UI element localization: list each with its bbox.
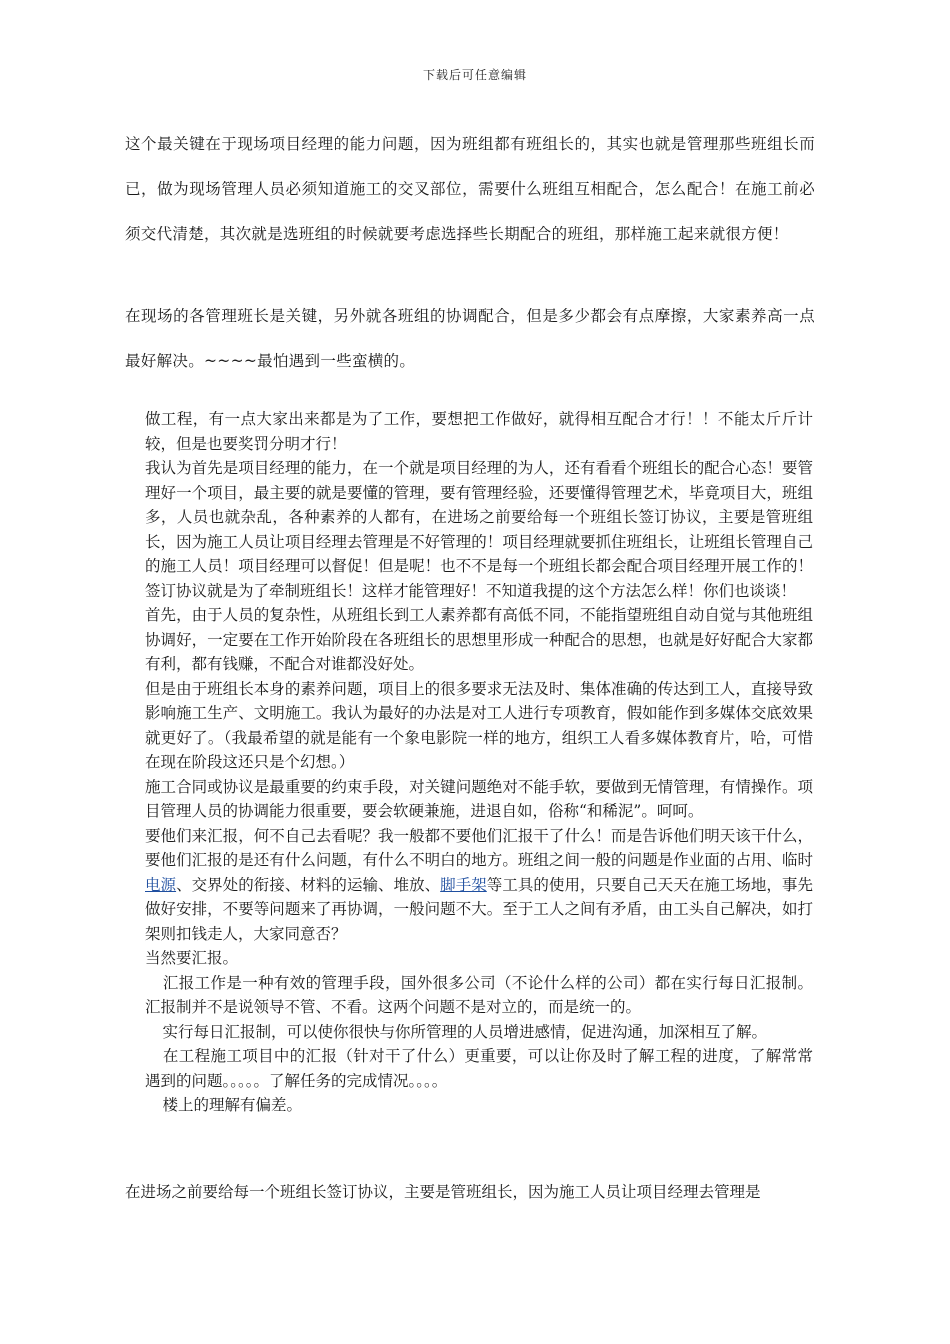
reply-text: 楼上的理解有偏差。 — [162, 1096, 303, 1114]
reply-paragraph-with-links — [145, 824, 813, 947]
reply-paragraph: 做工程，有一点大家出来都是为了工作，要想把工作做好，就得相互配合才行！！不能太斤斤计较，但是也要奖罚分明才行！ — [145, 410, 813, 453]
scaffolding-link[interactable]: 脚手架 — [440, 875, 487, 894]
power-source-link[interactable]: 电源 — [145, 875, 177, 894]
reply-text: 、交界处的衔接、材料的运输、堆放、 — [176, 875, 441, 894]
reply-paragraph: 当然要汇报。 — [145, 949, 239, 967]
forum-replies-block — [145, 407, 813, 1118]
reply-paragraph: 施工合同或协议是最重要的约束手段，对关键问题绝对不能手软，要做到无情管理，有情操作。项目管理人员的协调能力很重要，要会软硬兼施，进退自如，俗称“和稀泥”。呵呵。 — [145, 777, 813, 820]
reply-text: 等工具的使用，只要自己天天在施工场地，事先做好安排，不要等问题来了再协调，一般问题不大。至于工人之间有矛盾，由工头自己解决，如打架则扣钱走人，大家同意否？ — [145, 875, 813, 943]
paragraph-2: 在现场的各管理班长是关键，另外就各班组的协调配合，但是多少都会有点摩擦，大家素养高一点最好解决。~~~~最怕遇到一些蛮横的。 — [125, 307, 815, 370]
reply-text: 在工程施工项目中的汇报（针对干了什么）更重要，可以让你及时了解工程的进度，了解常常遇到的问题。。。。。了解任务的完成情况。。。。 — [145, 1047, 813, 1090]
reply-paragraph: 首先，由于人员的复杂性，从班组长到工人素养都有高低不同，不能指望班组自动自觉与其他班组协调好，一定要在工作开始阶段在各班组长的思想里形成一种配合的思想，也就是好好配合大家都有利，都有钱赚，不配合对谁都没好处。 — [145, 606, 813, 673]
reply-text: 要他们来汇报，何不自己去看呢？我一般都不要他们汇报干了什么！而是告诉他们明天该干什么，要他们汇报的是还有什么问题，有什么不明白的地方。班组之间一般的问题是作业面的占用、临时 — [145, 826, 813, 869]
reply-paragraph — [145, 1020, 813, 1045]
reply-paragraph — [145, 971, 813, 1020]
reply-text: 汇报工作是一种有效的管理手段，国外很多公司（不论什么样的公司）都在实行每日汇报制。汇报制并不是说领导不管、不看。这两个问题不是对立的，而是统一的。 — [145, 973, 813, 1016]
reply-paragraph: 但是由于班组长本身的素养问题，项目上的很多要求无法及时、集体准确的传达到工人，直接导致影响施工生产、文明施工。我认为最好的办法是对工人进行专项教育，假如能作到多媒体交底效果就更好了。（我最希望的就是能有一个象电影院一样的地方，组织工人看多媒体教育片，哈，可惜在现在阶段这还只是个幻想。） — [145, 679, 813, 771]
paragraph-1: 这个最关键在于现场项目经理的能力问题，因为班组都有班组长的，其实也就是管理那些班组长而已，做为现场管理人员必须知道施工的交叉部位，需要什么班组互相配合，怎么配合！在施工前必须交代清楚，其次就是选班组的时候就要考虑选择些长期配合的班组，那样施工起来就很方便！ — [125, 135, 815, 243]
reply-paragraph — [145, 1044, 813, 1093]
page-header: 下载后可任意编辑 — [422, 68, 527, 82]
paragraph-last-line: 在进场之前要给每一个班组长签订协议，主要是管班组长，因为施工人员让项目经理去管理是 — [125, 1183, 761, 1201]
reply-paragraph: 我认为首先是项目经理的能力，在一个就是项目经理的为人，还有看看个班组长的配合心态！要管理好一个项目，最主要的就是要懂的管理，要有管理经验，还要懂得管理艺术，毕竟项目大，班组多，人员也就杂乱，各种素养的人都有，在进场之前要给每一个班组长签订协议，主要是管班组长，因为施工人员让项目经理去管理是不好管理的！项目经理就要抓住班组长，让班组长管理自己的施工人员！项目经理可以督促！但是呢！也不不是每一个班组长都会配合项目经理开展工作的！签订协议就是为了牵制班组长！这样才能管理好！不知道我提的这个方法怎么样！你们也谈谈！ — [145, 459, 813, 600]
reply-text: 实行每日汇报制，可以使你很快与你所管理的人员增进感情，促进沟通，加深相互了解。 — [162, 1022, 768, 1041]
reply-paragraph — [145, 1093, 813, 1118]
